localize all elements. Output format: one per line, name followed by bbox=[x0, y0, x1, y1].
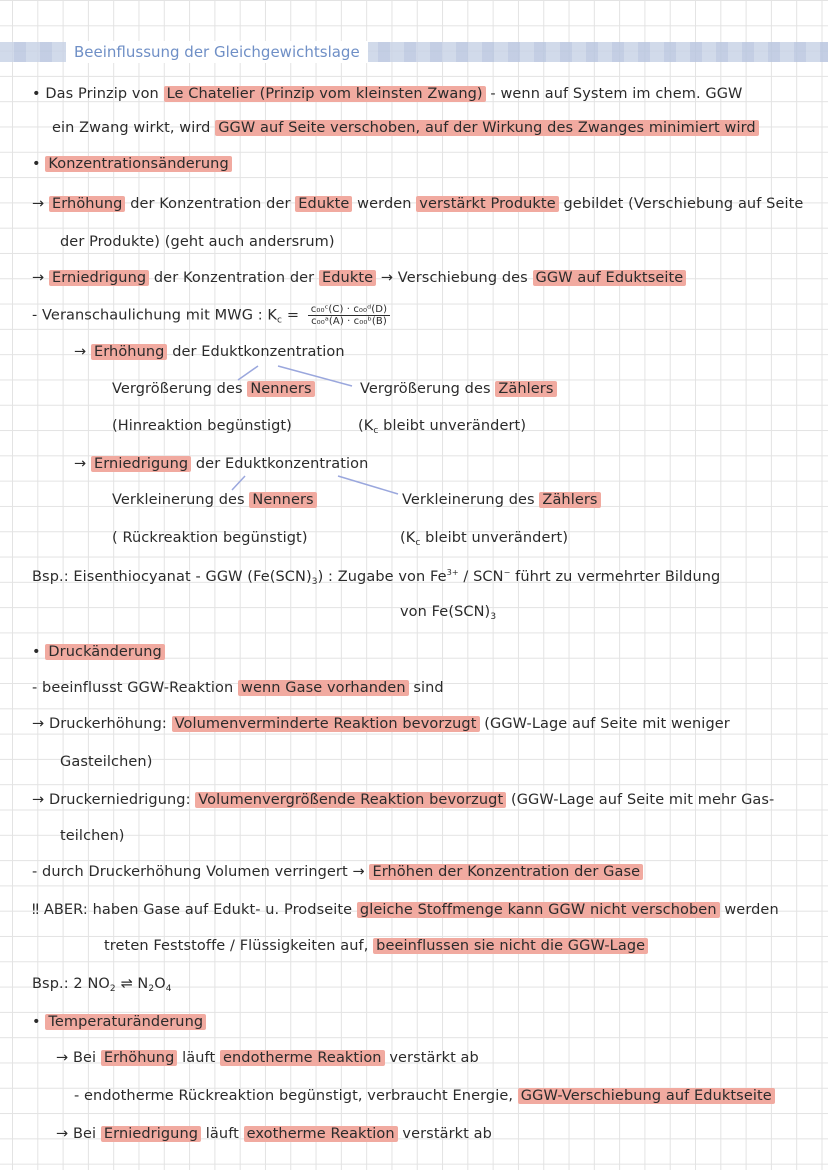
text: (GGW-Lage auf Seite mit weniger bbox=[479, 716, 730, 732]
connector-zaehler-2 bbox=[338, 476, 398, 494]
text: führt zu vermehrter Bildung bbox=[510, 569, 721, 585]
bullet: • bbox=[32, 644, 46, 660]
highlight: exotherme Reaktion bbox=[244, 1126, 398, 1142]
text: (Hinreaktion begünstigt) bbox=[112, 418, 292, 434]
line-erhoehung-eduktkonz bbox=[74, 344, 345, 360]
text: (K bbox=[400, 530, 416, 546]
text: - endotherme Rückreaktion begünstigt, verbraucht Energie, bbox=[74, 1088, 518, 1104]
subscript: 2 bbox=[148, 984, 155, 994]
fraction-denominator: c₀₀ᵃ(A) · c₀₀ᵇ(B) bbox=[311, 316, 387, 327]
arrow: → Bei bbox=[56, 1126, 101, 1142]
line-erniedrigung-eduktkonz bbox=[74, 456, 368, 472]
text: verstärkt ab bbox=[384, 1050, 479, 1066]
text: verstärkt ab bbox=[397, 1126, 492, 1142]
heading-temperaturaenderung bbox=[32, 1014, 206, 1030]
subscript: c bbox=[277, 315, 283, 326]
subscript: 2 bbox=[109, 984, 116, 994]
text: - durch Druckerhöhung Volumen verringert → bbox=[32, 864, 370, 880]
highlight: Volumenverminderte Reaktion bevorzugt bbox=[172, 716, 480, 732]
highlight: GGW auf Eduktseite bbox=[533, 270, 687, 286]
subscript: c bbox=[373, 426, 379, 436]
line-aber bbox=[32, 902, 779, 918]
line-temp-erniedrigung bbox=[56, 1126, 492, 1142]
highlight: Nenners bbox=[249, 492, 316, 508]
text: • Das Prinzip von bbox=[32, 86, 164, 102]
line-teilchen bbox=[60, 828, 125, 844]
text: → Druckerniedrigung: bbox=[32, 792, 196, 808]
highlight: Konzentrationsänderung bbox=[45, 156, 231, 172]
highlight: wenn Gase vorhanden bbox=[238, 680, 409, 696]
text: läuft bbox=[201, 1126, 244, 1142]
text: der Produkte) (geht auch andersrum) bbox=[60, 234, 335, 250]
line-vergroesserung-nenner bbox=[112, 381, 315, 397]
line-druckerniedrigung bbox=[32, 792, 774, 808]
subscript: 3 bbox=[490, 612, 497, 622]
text: läuft bbox=[177, 1050, 220, 1066]
text: treten Feststoffe / Flüssigkeiten auf, bbox=[104, 938, 374, 954]
line-erhoehung-edukte bbox=[32, 196, 803, 212]
line-feststoffe bbox=[104, 938, 648, 954]
line-beeinflusst bbox=[32, 680, 444, 696]
line-vergroesserung-zaehler bbox=[360, 381, 557, 397]
highlight: verstärkt Produkte bbox=[416, 196, 558, 212]
highlight: Edukte bbox=[319, 270, 376, 286]
text: Bsp.: Eisenthiocyanat - GGW (Fe(SCN) bbox=[32, 569, 312, 585]
text: werden bbox=[352, 196, 417, 212]
bullet: • bbox=[32, 156, 46, 172]
highlight: Erhöhung bbox=[101, 1050, 178, 1066]
text: → Verschiebung des bbox=[376, 270, 533, 286]
mwg-fraction bbox=[308, 304, 390, 327]
arrow: → Bei bbox=[56, 1050, 101, 1066]
line-rueckreaktion bbox=[112, 530, 308, 546]
text: der Konzentration der bbox=[149, 270, 319, 286]
text: / SCN bbox=[458, 569, 504, 585]
text: bleibt unverändert) bbox=[378, 418, 527, 434]
subscript: c bbox=[415, 538, 421, 548]
highlight: Erniedrigung bbox=[49, 270, 149, 286]
line-verkleinerung-zaehler bbox=[402, 492, 601, 508]
line-temp-erhoehung bbox=[56, 1050, 479, 1066]
line-hinreaktion bbox=[112, 418, 292, 434]
highlight: endotherme Reaktion bbox=[220, 1050, 385, 1066]
fraction-numerator: c₀₀ᶜ(C) · c₀₀ᵈ(D) bbox=[308, 304, 390, 316]
text: - beeinflusst GGW-Reaktion bbox=[32, 680, 238, 696]
highlight: Erniedrigung bbox=[101, 1126, 201, 1142]
connector-nenner-1 bbox=[238, 366, 258, 380]
subscript: 4 bbox=[165, 984, 172, 994]
line-fe-scn3 bbox=[400, 604, 496, 622]
superscript: 3+ bbox=[446, 568, 459, 577]
text: der Konzentration der bbox=[125, 196, 296, 212]
heading-druckaenderung bbox=[32, 644, 165, 660]
highlight: Edukte bbox=[295, 196, 352, 212]
highlight: Erhöhen der Konzentration der Gase bbox=[369, 864, 643, 880]
text: ‼ ABER: haben Gase auf Edukt- u. Prodseite bbox=[32, 902, 357, 918]
highlight: gleiche Stoffmenge kann GGW nicht verschoben bbox=[357, 902, 720, 918]
highlight: Volumenvergrößende Reaktion bevorzugt bbox=[195, 792, 506, 808]
line-kc-unveraendert-1 bbox=[358, 418, 526, 436]
text: Vergrößerung des bbox=[112, 381, 248, 397]
highlight: GGW-Verschiebung auf Eduktseite bbox=[518, 1088, 775, 1104]
text: gebildet (Verschiebung auf Seite bbox=[558, 196, 804, 212]
highlight: GGW auf Seite verschoben, auf der Wirkung des Zwanges minimiert wird bbox=[215, 120, 759, 136]
highlight: Erhöhung bbox=[91, 344, 168, 360]
text: werden bbox=[719, 902, 779, 918]
text: Verkleinerung des bbox=[112, 492, 250, 508]
text: ein Zwang wirkt, wird bbox=[52, 120, 216, 136]
text: ) : Zugabe von Fe bbox=[317, 569, 447, 585]
highlight: Temperaturänderung bbox=[45, 1014, 206, 1030]
line-druckerhoehung bbox=[32, 716, 730, 732]
text: sind bbox=[408, 680, 444, 696]
text: bleibt unverändert) bbox=[420, 530, 569, 546]
text: - Veranschaulichung mit MWG : K bbox=[32, 307, 278, 324]
text: Vergrößerung des bbox=[360, 381, 496, 397]
text: ⇌ N bbox=[115, 976, 149, 992]
line-bsp-eisenthiocyanat bbox=[32, 568, 720, 587]
line-gasteilchen bbox=[60, 754, 152, 770]
highlight: Erniedrigung bbox=[91, 456, 191, 472]
highlight: Nenners bbox=[247, 381, 314, 397]
subscript: 3 bbox=[311, 577, 318, 587]
text: (GGW-Lage auf Seite mit mehr Gas- bbox=[506, 792, 775, 808]
page-title: Beeinflussung der Gleichgewichtslage bbox=[66, 41, 368, 63]
bullet: • bbox=[32, 1014, 46, 1030]
highlight: Le Chatelier (Prinzip vom kleinsten Zwang) bbox=[164, 86, 486, 102]
text: (K bbox=[358, 418, 374, 434]
highlight: Zählers bbox=[495, 381, 556, 397]
line-zwang bbox=[52, 120, 759, 136]
line-kc-unveraendert-2 bbox=[400, 530, 568, 548]
heading-konzentrationsaenderung bbox=[32, 156, 232, 172]
arrow: → bbox=[32, 270, 49, 286]
line-erniedrigung-edukte bbox=[32, 270, 686, 286]
line-bsp-no2 bbox=[32, 976, 172, 994]
line-le-chatelier bbox=[32, 86, 743, 102]
highlight: Druckänderung bbox=[45, 644, 164, 660]
highlight: Zählers bbox=[539, 492, 600, 508]
line-volumen-verringert bbox=[32, 864, 643, 880]
line-produkte bbox=[60, 234, 335, 250]
text: → Druckerhöhung: bbox=[32, 716, 172, 732]
text: teilchen) bbox=[60, 828, 125, 844]
text: O bbox=[154, 976, 166, 992]
connector-nenner-2 bbox=[232, 476, 245, 490]
text: Gasteilchen) bbox=[60, 754, 153, 770]
text: ( Rückreaktion begünstigt) bbox=[112, 530, 308, 546]
text: Verkleinerung des bbox=[402, 492, 540, 508]
line-verkleinerung-nenner bbox=[112, 492, 317, 508]
highlight: beeinflussen sie nicht die GGW-Lage bbox=[373, 938, 648, 954]
line-endotherm-rueck bbox=[74, 1088, 775, 1104]
text: der Eduktkonzentration bbox=[191, 456, 369, 472]
equals: = bbox=[282, 307, 300, 324]
arrow: → bbox=[32, 196, 49, 212]
text: von Fe(SCN) bbox=[400, 604, 491, 620]
superscript: − bbox=[503, 568, 511, 577]
text: der Eduktkonzentration bbox=[167, 344, 345, 360]
text: - wenn auf System im chem. GGW bbox=[485, 86, 743, 102]
arrow: → bbox=[74, 456, 91, 472]
arrow: → bbox=[74, 344, 91, 360]
highlight: Erhöhung bbox=[49, 196, 126, 212]
line-mwg bbox=[32, 304, 390, 327]
text: Bsp.: 2 NO bbox=[32, 976, 110, 992]
